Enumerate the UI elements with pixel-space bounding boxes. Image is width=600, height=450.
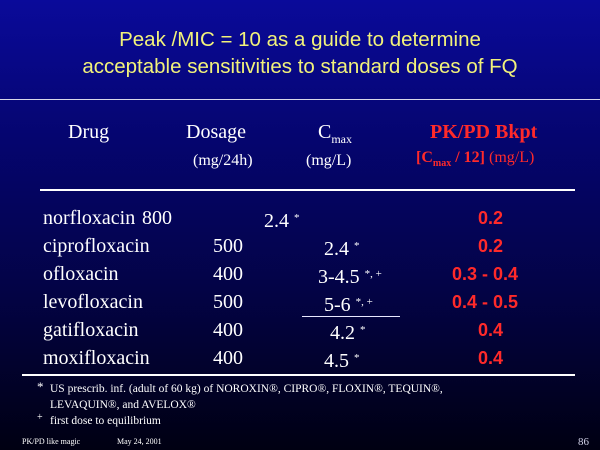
drug-dose: 400 bbox=[213, 263, 243, 285]
bkpt-formula-open: [C bbox=[416, 149, 433, 166]
cmax-value: 2.4 bbox=[264, 210, 289, 232]
drug-name: ciprofloxacin bbox=[43, 235, 150, 257]
footnote-star-line-1: US prescrib. inf. (adult of 60 kg) of NOROXIN®, CIPRO®, FLOXIN®, TEQUIN®, bbox=[50, 383, 443, 395]
cmax-mark: * bbox=[360, 324, 366, 336]
drug-dose: 800 bbox=[142, 207, 172, 229]
header-bkpt: PK/PD Bkpt bbox=[430, 121, 538, 143]
drug-name: ofloxacin bbox=[43, 263, 119, 285]
bkpt-formula-unit: (mg/L) bbox=[489, 149, 535, 166]
title-line-1: Peak /MIC = 10 as a guide to determine bbox=[119, 28, 481, 51]
cmax-mark: * bbox=[354, 240, 360, 252]
drug-bkpt: 0.4 - 0.5 bbox=[452, 292, 519, 312]
drug-name: norfloxacin bbox=[43, 207, 136, 229]
header-dosage-unit: (mg/24h) bbox=[193, 152, 253, 169]
footnote-star-line-2: LEVAQUIN®, and AVELOX® bbox=[50, 399, 196, 411]
bkpt-formula-sub: max bbox=[432, 158, 452, 170]
header-divider bbox=[40, 189, 575, 191]
cmax-mark: *, + bbox=[364, 268, 382, 280]
title-line-2: acceptable sensitivities to standard doses of FQ bbox=[82, 55, 518, 78]
cmax-value: 4.5 bbox=[324, 350, 349, 372]
header-cmax-main: C bbox=[318, 121, 332, 143]
footer-date: May 24, 2001 bbox=[117, 437, 162, 446]
drug-dose: 400 bbox=[213, 347, 243, 369]
drug-cmax bbox=[324, 232, 360, 263]
drug-dose: 500 bbox=[213, 235, 243, 257]
page-number: 86 bbox=[578, 436, 589, 448]
drug-name: moxifloxacin bbox=[43, 347, 150, 369]
header-dosage: Dosage bbox=[186, 121, 246, 143]
cmax-value: 4.2 bbox=[330, 322, 355, 344]
drug-name: levofloxacin bbox=[43, 291, 143, 313]
cmax-value: 5-6 bbox=[324, 294, 351, 316]
drug-dose: 500 bbox=[213, 291, 243, 313]
cmax-mark: *, + bbox=[355, 296, 373, 308]
cmax-mark: * bbox=[294, 212, 300, 224]
table-bottom-divider bbox=[22, 374, 575, 376]
header-drug: Drug bbox=[68, 121, 110, 143]
footer-label: PK/PD like magic bbox=[22, 437, 81, 446]
drug-cmax bbox=[324, 344, 360, 375]
cmax-value: 3-4.5 bbox=[318, 266, 360, 288]
footnote-plus-symbol: + bbox=[37, 412, 43, 423]
header-cmax-unit: (mg/L) bbox=[306, 152, 352, 169]
drug-bkpt: 0.2 bbox=[478, 236, 504, 256]
cmax-mark: * bbox=[354, 352, 360, 364]
header-cmax-sub: max bbox=[331, 132, 353, 146]
drug-cmax bbox=[318, 260, 382, 291]
drug-bkpt: 0.2 bbox=[478, 208, 504, 228]
slide-title bbox=[0, 26, 600, 80]
bkpt-formula-rest: / 12] bbox=[451, 149, 490, 166]
drug-dose: 400 bbox=[213, 319, 243, 341]
footnote-star-symbol: * bbox=[37, 379, 44, 394]
drug-cmax bbox=[264, 204, 300, 235]
drug-bkpt: 0.4 bbox=[478, 320, 504, 340]
header-cmax bbox=[318, 121, 352, 147]
header-bkpt-formula bbox=[416, 149, 534, 169]
title-divider bbox=[0, 99, 600, 100]
drug-name: gatifloxacin bbox=[43, 319, 139, 341]
drug-cmax bbox=[330, 316, 366, 347]
cmax-value: 2.4 bbox=[324, 238, 349, 260]
drug-bkpt: 0.3 - 0.4 bbox=[452, 264, 519, 284]
drug-bkpt: 0.4 bbox=[478, 348, 504, 368]
drug-cmax bbox=[324, 288, 373, 319]
footnote-plus-text: first dose to equilibrium bbox=[50, 415, 161, 427]
